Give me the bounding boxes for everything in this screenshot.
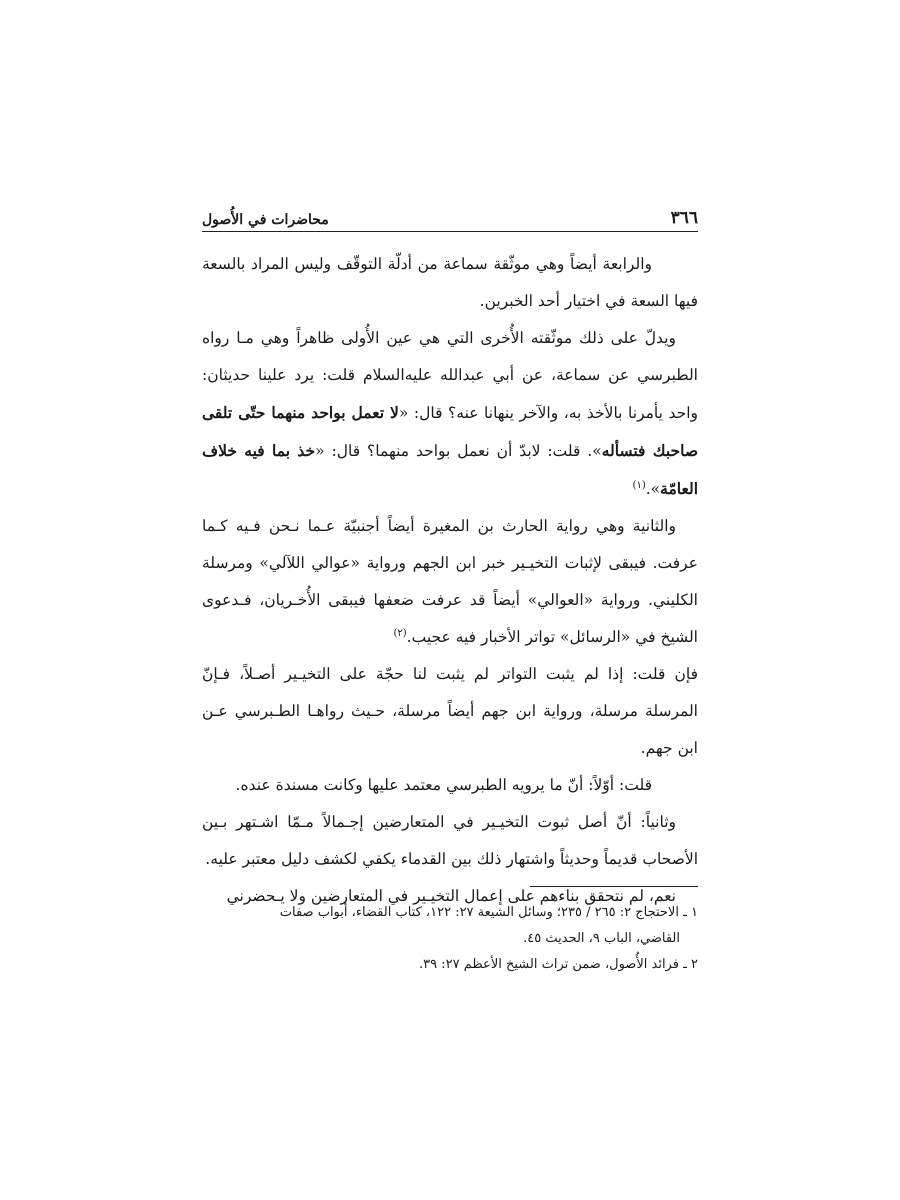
footnotes [202, 900, 698, 978]
footnote-1-line-2: القاضي، الباب ٩، الحديث ٤٥. [523, 931, 680, 946]
footnote-ref-1[interactable]: (١) [632, 479, 646, 491]
paragraph-7: نعم، لم نتحقق بناءهم على إعمال التخيـير في المتعارضين ولا يـحضرني [226, 887, 676, 905]
footnote-rule [530, 886, 698, 887]
page-number: ٣٦٦ [670, 208, 698, 228]
paragraph-3 [202, 508, 698, 656]
page-header [202, 202, 698, 228]
paragraph-4: فإن قلت: إذا لم يثبت التواتر لم يثبت لنا حجّة على التخيـير أصـلاً، فـإنّ المرسلة مرسلة، ورواية ابن جهم أيضاً مرسلة، حـيث رواهـا الطـبرسي عـن ابن جهم. [202, 665, 698, 757]
quote-2: خذ بما فيه خلاف العامّة [202, 441, 698, 498]
header-rule [202, 231, 698, 232]
paragraph-1: والرابعة أيضاً وهي موثّقة سماعة من أدلّة التوقّف وليس المراد بالسعة فيها السعة في اختيار أحد الخبرين. [202, 255, 698, 310]
paragraph-2-text-c: ». [645, 480, 661, 498]
book-page [202, 0, 698, 1200]
quote-1: لا تعمل بواحد منهما حتّى تلقى صاحبك فتسأله [202, 403, 698, 460]
paragraph-6: وثانياً: أنّ أصل ثبوت التخيـير في المتعارضين إجـمالاً مـمّا اشـتهر بـين الأصحاب قديماً وحديثاً واشتهار ذلك بين القدماء يكفي لكشف دليل معتبر عليه. [202, 813, 698, 868]
paragraph-2-text-b: ». قلت: لابدّ أن نعمل بواحد منهما؟ قال: « [315, 442, 602, 460]
paragraph-2 [202, 320, 698, 508]
paragraph-2-text-a: ويدلّ على ذلك موثّقته الأُخرى التي هي عين الأُولى ظاهراً وهي مـا رواه الطبرسي عن سماعة، عن أبي عبدالله عليه‌السلام قلت: يرد علينا حديثان: واحد يأمرنا بالأخذ به، والآخر ينهانا عنه؟ قال: « [202, 329, 698, 422]
footnote-ref-2[interactable]: (٢) [393, 627, 407, 639]
footnote-2: ٢ ـ فرائد الأُصول، ضمن تراث الشيخ الأعظم ٢٧: ٣٩. [419, 957, 698, 972]
main-text [202, 246, 698, 915]
paragraph-3-text: والثانية وهي رواية الحارث بن المغيرة أيضاً أجنبيّة عـما نـحن فـيه كـما عرفت. فيبقى لإثبات التخيـير خبر ابن الجهم ورواية «عوالي اللآلي» ومرسلة الكليني. ورواية «العوالي» أيضاً قد عرفت ضعفها فيبقى الأُخـريان، فـدعوى الشيخ في «الرسائل» تواتر الأخبار فيه عجيب. [202, 517, 698, 646]
paragraph-5: قلت: أوّلاً: أنّ ما يرويه الطبرسي معتمد عليها وكانت مسندة عنده. [235, 776, 652, 794]
running-title: محاضرات في الأُصول [202, 212, 329, 228]
footnote-1-line-1: ١ ـ الاحتجاج ٢: ٢٦٥ / ٢٣٥؛ وسائل الشيعة ٢٧: ١٢٢، كتاب القضاء، أبواب صفات [279, 905, 698, 920]
